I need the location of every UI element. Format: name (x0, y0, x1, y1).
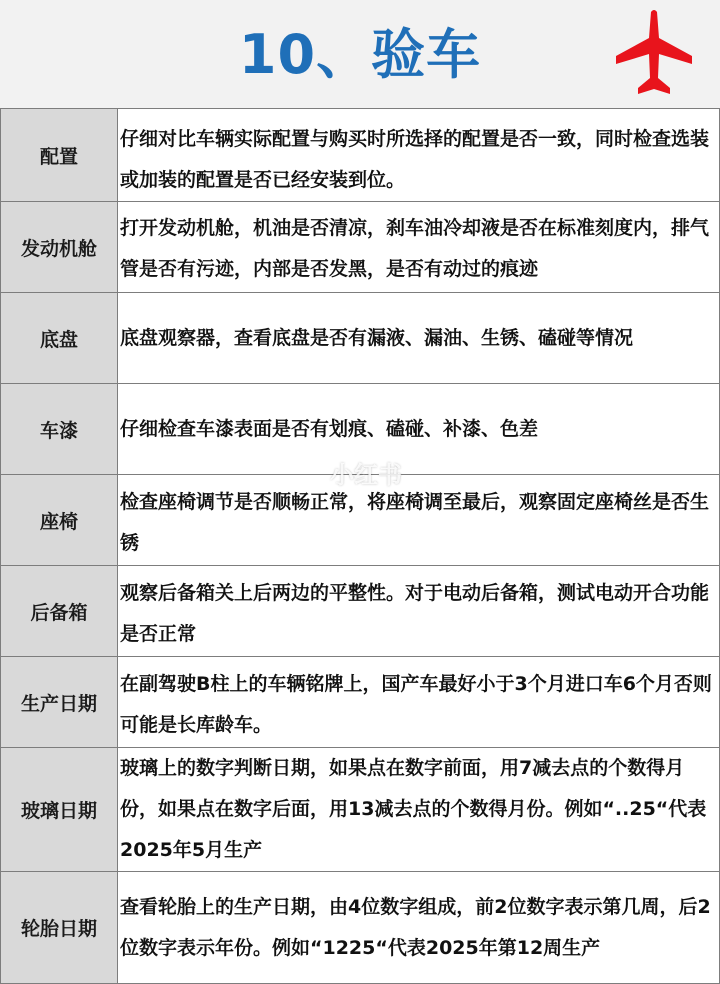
row-detail: 打开发动机舱，机油是否清凉，刹车油冷却液是否在标准刻度内，排气管是否有污迹，内部是否发黑，是否有动过的痕迹 (118, 202, 720, 293)
row-detail: 仔细对比车辆实际配置与购买时所选择的配置是否一致，同时检查选装或加装的配置是否已经安装到位。 (118, 109, 720, 202)
inspection-table (0, 108, 720, 984)
row-label: 生产日期 (1, 657, 118, 748)
airplane-icon (612, 8, 696, 98)
row-detail: 检查座椅调节是否顺畅正常，将座椅调至最后，观察固定座椅丝是否生锈 (118, 475, 720, 566)
table-row (1, 293, 720, 384)
table-row (1, 109, 720, 202)
row-label: 底盘 (1, 293, 118, 384)
table-row (1, 748, 720, 872)
row-detail: 观察后备箱关上后两边的平整性。对于电动后备箱，测试电动开合功能是否正常 (118, 566, 720, 657)
row-detail: 在副驾驶B柱上的车辆铭牌上，国产车最好小于3个月进口车6个月否则可能是长库龄车。 (118, 657, 720, 748)
row-detail: 玻璃上的数字判断日期，如果点在数字前面，用7减去点的个数得月份，如果点在数字后面，用13减去点的个数得月份。例如“..25“代表2025年5月生产 (118, 748, 720, 872)
row-label: 车漆 (1, 384, 118, 475)
header-bar (0, 0, 720, 108)
watermark-logo: 小红书 (330, 461, 402, 489)
table-row (1, 202, 720, 293)
row-label: 后备箱 (1, 566, 118, 657)
row-label: 玻璃日期 (1, 748, 118, 872)
row-label: 发动机舱 (1, 202, 118, 293)
table-row (1, 872, 720, 984)
page-title: 10、验车 (238, 23, 482, 86)
row-detail: 仔细检查车漆表面是否有划痕、磕碰、补漆、色差 (118, 384, 720, 475)
row-label: 座椅 (1, 475, 118, 566)
row-label: 轮胎日期 (1, 872, 118, 984)
table-row (1, 566, 720, 657)
table-row (1, 657, 720, 748)
row-detail: 底盘观察器，查看底盘是否有漏液、漏油、生锈、磕碰等情况 (118, 293, 720, 384)
row-detail: 查看轮胎上的生产日期，由4位数字组成，前2位数字表示第几周，后2位数字表示年份。例如“1225“代表2025年第12周生产 (118, 872, 720, 984)
row-label: 配置 (1, 109, 118, 202)
